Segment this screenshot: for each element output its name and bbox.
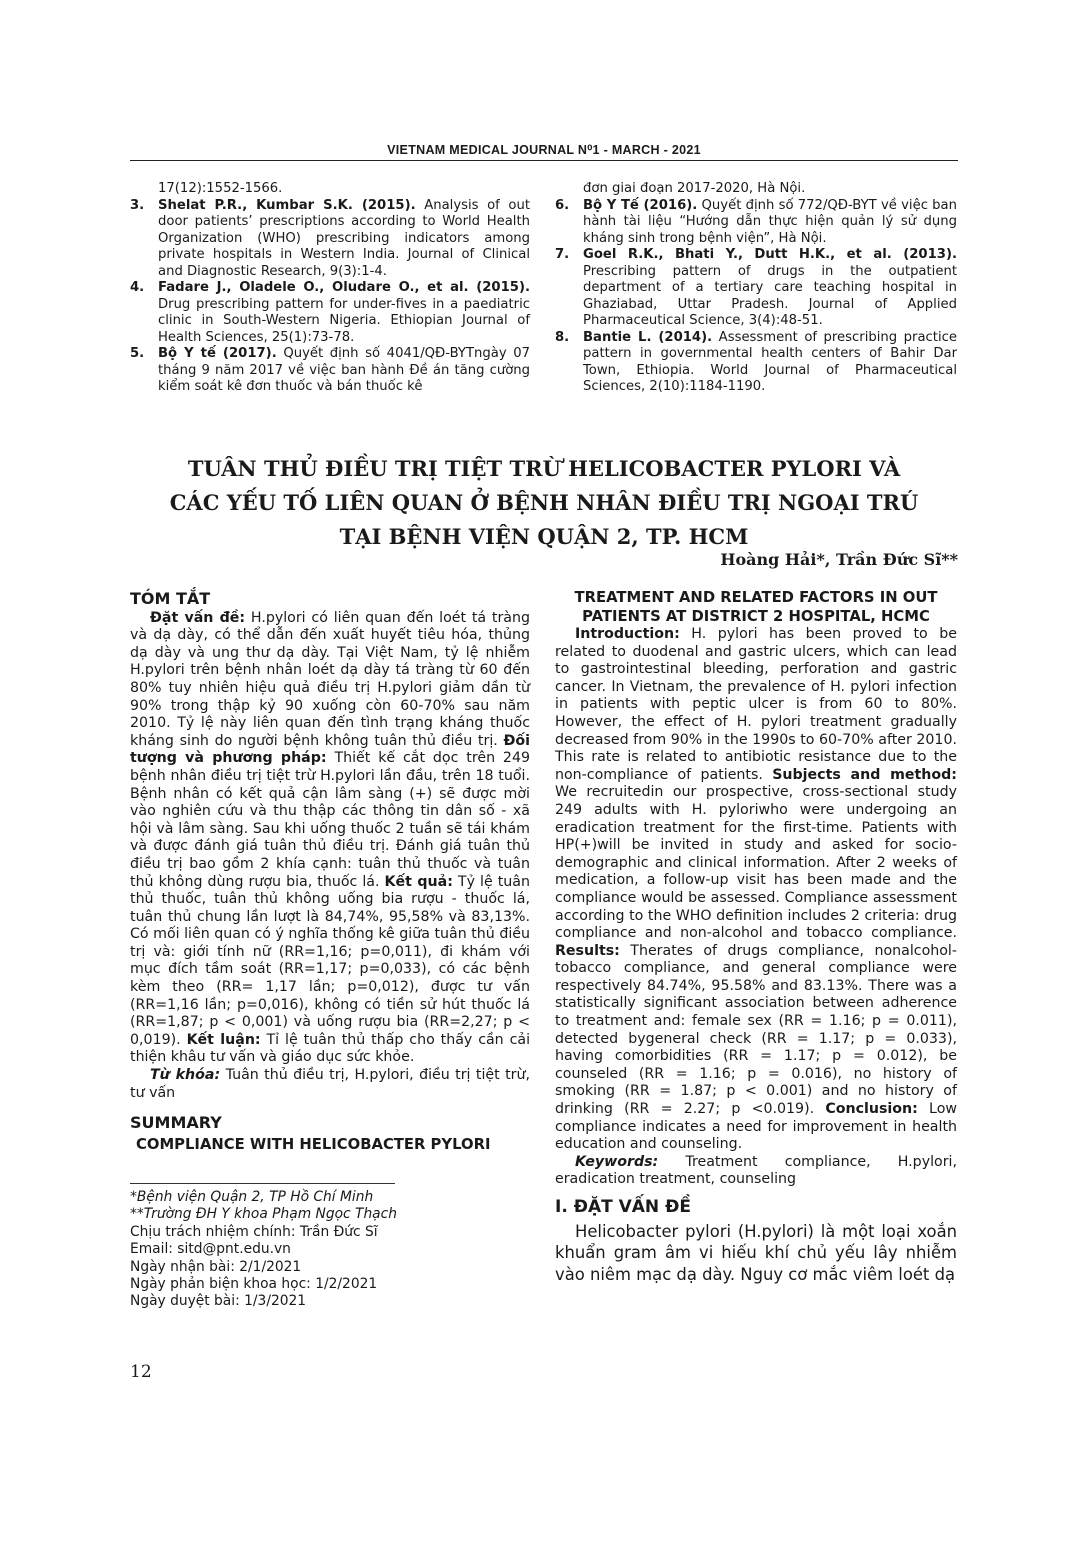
title-line: CÁC YẾU TỐ LIÊN QUAN Ở BỆNH NHÂN ĐIỀU TRỊ NGOẠI TRÚ — [169, 490, 919, 515]
abstract-label: Results: — [555, 942, 620, 959]
reference-item — [130, 198, 530, 281]
page-number: 12 — [130, 1362, 152, 1382]
reference-text: Drug prescribing pattern for under-fives in a paediatric clinic in South-Western Nigeria. Ethiopian Journal of Health Sciences, 25(1):73-78. — [158, 296, 530, 345]
reference-text: Analysis of out door patients’ prescriptions according to World Health Organization (WHO) prescribing indicators among private hospitals in Western India. Journal of Clinical and Diagnostic Research, 9(3):1-4. — [158, 197, 530, 279]
abstract-heading: TÓM TẮT — [130, 589, 211, 608]
reference-number: 3. — [130, 197, 145, 213]
abstract-label: Đối tượng và phương pháp: — [130, 732, 530, 767]
reference-text: Prescribing pattern of drugs in the outpatient department of a tertiary care teaching hospital in Ghaziabad, Uttar Pradesh. Journal of Applied Pharmaceutical Science, 3(4):48-51. — [583, 263, 957, 328]
reference-continuation: đơn giai đoạn 2017-2020, Hà Nội. — [583, 181, 806, 196]
corresponding-author: Chịu trách nhiệm chính: Trần Đức Sĩ — [130, 1223, 378, 1240]
english-title: TREATMENT AND RELATED FACTORS IN OUT PATIENTS AT DISTRICT 2 HOSPITAL, HCMC — [574, 589, 938, 625]
abstract-label: Kết luận: — [186, 1031, 261, 1048]
abstract-paragraph: Đặt vấn đề: H.pylori có liên quan đến loét tá tràng và dạ dày, có thể dẫn đến xuất huyết tiêu hóa, thủng dạ dày và ung thư dạ dày. Tại Việt Nam, tỷ lệ nhiễm H.pylori trên bệnh nhân loét dạ dày tá tràng từ 60 đến 80% tuy nhiên hiệu quả điều trị H.pylori giảm dần từ 90% trong thập kỷ 90 xuống còn 60-70% sau năm 2010. Tỷ lệ này liên quan đến tình trạng kháng thuốc kháng sinh do người bệnh không tuân thủ điều trị. Đối tượng và phương pháp: Thiết kế cắt dọc trên 249 bệnh nhân điều trị tiệt trừ H.pylori lần đầu, trên 18 tuổi. Bệnh nhân có kết quả cận lâm sàng (+) sẽ được mời vào nghiên cứu và thu thập các thông tin dân số - xã hội và lâm sàng. Sau khi uống thuốc 2 tuần sẽ tái khám và được đánh giá tuân thủ điều trị. Đánh giá tuân thủ điều trị bao gồm 2 khía cạnh: tuân thủ thuốc và tuân thủ không dùng rượu bia, thuốc lá. Kết quả: Tỷ lệ tuân thủ thuốc, tuân thủ không uống bia rượu - thuốc lá, tuân thủ chung lần lượt là 84,74%, 95,58% và 83,13%. Có mối liên quan có ý nghĩa thống kê giữa tuân thủ điều trị và: giới tính nữ (RR=1,16; p=0,011), đi khám với mục đích tầm soát (RR=1,17; p=0,033), có các bệnh kèm theo (RR= 1,17 lần; p=0,012), được tư vấn (RR=1,16 lần; p=0,016), không có tiền sử hút thuốc lá (RR=1,87; p < 0,001) và uống rượu bia (RR=2,27; p < 0,019). Kết luận: Tỉ lệ tuân thủ thấp cho thấy cần cải thiện khâu tư vấn và giáo dục sức khỏe. — [130, 609, 531, 1066]
references-left — [130, 181, 530, 396]
reference-authors: Bantie L. (2014). — [583, 329, 713, 345]
date-accepted: Ngày duyệt bài: 1/3/2021 — [130, 1293, 307, 1310]
abstract-paragraph: Introduction: H. pylori has been proved to be related to duodenal and gastric ulcers, which can lead to gastrointestinal bleeding, perforation and gastric cancer. In Vietnam, the prevalence of H. pylori infection in patients with peptic ulcer is from 60 to 80%. However, the effect of H. pylori treatment gradually decreased from 90% in the 1990s to 60-70% after 2010. This rate is related to antibiotic resistance due to the non-compliance of patients. Subjects and method: We recruitedin our prospective, cross-sectional study 249 adults with H. pyloriwho were undergoing an eradication treatment for the first-time. Patients with HP(+)will be invited in study and asked for socio-demographic and clinical information. After 2 weeks of medication, a follow-up visit has been made and the compliance would be assessed. Compliance assessment according to the WHO definition includes 2 criteria: drug compliance and non-alcohol and tobacco compliance. Results: Therates of drugs compliance, nonalcohol-tobacco compliance, and general compliance were respectively 84.74%, 95.58% and 83.13%. There was a statistically significant association between adherence to treatment and: female sex (RR = 1.16; p = 0.011), detected bygeneral check (RR = 1.17; p = 0.033), having comorbidities (RR = 1.17; p = 0.012), be counseled (RR = 1.16; p = 0.016), no history of smoking (RR = 1.87; p < 0.001) and no history of drinking (RR = 2.27; p <0.019). Conclusion: Low compliance indicates a need for improvement in health education and counseling. — [555, 626, 957, 1153]
reference-number: 7. — [555, 247, 570, 262]
right-column — [555, 588, 957, 1285]
keywords: Từ khóa: Tuân thủ điều trị, H.pylori, điều trị tiệt trừ, tư vấn — [130, 1067, 531, 1101]
reference-item — [555, 247, 957, 330]
abstract-label: Subjects and method: — [772, 766, 957, 783]
affiliation: **Trường ĐH Y khoa Phạm Ngọc Thạch — [130, 1206, 397, 1223]
reference-number: 4. — [130, 280, 145, 295]
article-authors: Hoàng Hải*, Trần Đức Sĩ** — [720, 550, 958, 569]
footnotes — [130, 1189, 530, 1311]
footnote-rule — [130, 1183, 395, 1184]
abstract-label: Conclusion: — [825, 1101, 918, 1118]
affiliation: *Bệnh viện Quận 2, TP Hồ Chí Minh — [130, 1189, 374, 1205]
keywords-label: Keywords: — [575, 1153, 659, 1170]
reference-authors: Bộ Y tế (2017). — [158, 346, 277, 361]
left-column — [130, 590, 530, 1153]
journal-header: VIETNAM MEDICAL JOURNAL N⁰1 - MARCH - 2021 — [387, 143, 701, 157]
reference-item — [130, 280, 530, 346]
references-right — [555, 181, 957, 396]
intro-paragraph: Helicobacter pylori (H.pylori) là một loại xoắn khuẩn gram âm vi hiếu khí chủ yếu lây nhiễm vào niêm mạc dạ dày. Nguy cơ mắc viêm loét dạ — [555, 1221, 957, 1284]
reference-continuation: 17(12):1552-1566. — [158, 181, 283, 196]
reference-item — [130, 346, 530, 396]
abstract-label: Kết quả: — [384, 873, 453, 890]
reference-authors: Bộ Y Tế (2016). — [583, 197, 698, 213]
email: Email: sitd@pnt.edu.vn — [130, 1241, 291, 1258]
title-line: TẠI BỆNH VIỆN QUẬN 2, TP. HCM — [339, 524, 749, 549]
date-received: Ngày nhận bài: 2/1/2021 — [130, 1258, 302, 1275]
keywords-label: Từ khóa: — [150, 1067, 221, 1084]
title-line: TUÂN THỦ ĐIỀU TRỊ TIỆT TRỪ HELICOBACTER PYLORI VÀ — [187, 456, 901, 481]
header-rule — [130, 160, 958, 161]
reference-text: Quyết định số 772/QĐ-BYT về việc ban hành tài liệu “Hướng dẫn thực hiện quản lý sử dụng kháng sinh trong bệnh viện”, Hà Nội. — [583, 197, 957, 246]
reference-text: Quyết định số 4041/QĐ-BYTngày 07 tháng 9 năm 2017 về việc ban hành Đề án tăng cường kiểm soát kê đơn thuốc và bán thuốc kê — [158, 346, 531, 394]
reference-number: 6. — [555, 197, 570, 213]
reference-authors: Goel R.K., Bhati Y., Dutt H.K., et al. (2013). — [583, 247, 957, 262]
reference-authors: Fadare J., Oladele O., Oludare O., et al. (2015). — [158, 280, 530, 295]
abstract-label: Đặt vấn đề: — [150, 609, 246, 626]
reference-number: 8. — [555, 329, 570, 345]
summary-subtitle: COMPLIANCE WITH HELICOBACTER PYLORI — [136, 1135, 491, 1153]
reference-authors: Shelat P.R., Kumbar S.K. (2015). — [158, 197, 416, 213]
reference-item — [555, 198, 957, 248]
date-reviewed: Ngày phản biện khoa học: 1/2/2021 — [130, 1276, 378, 1293]
keywords: Keywords: Treatment compliance, H.pylori, eradication treatment, counseling — [555, 1153, 957, 1188]
summary-heading: SUMMARY — [130, 1113, 222, 1133]
reference-text: Assessment of prescribing practice pattern in governmental health centers of Bahir Dar Town, Ethiopia. World Journal of Pharmaceutical Sciences, 2(10):1184-1190. — [583, 329, 957, 394]
article-title — [130, 452, 958, 554]
section-heading: I. ĐẶT VẤN ĐỀ — [555, 1197, 691, 1217]
reference-item — [555, 330, 957, 396]
abstract-label: Introduction: — [575, 626, 680, 642]
reference-number: 5. — [130, 346, 145, 361]
